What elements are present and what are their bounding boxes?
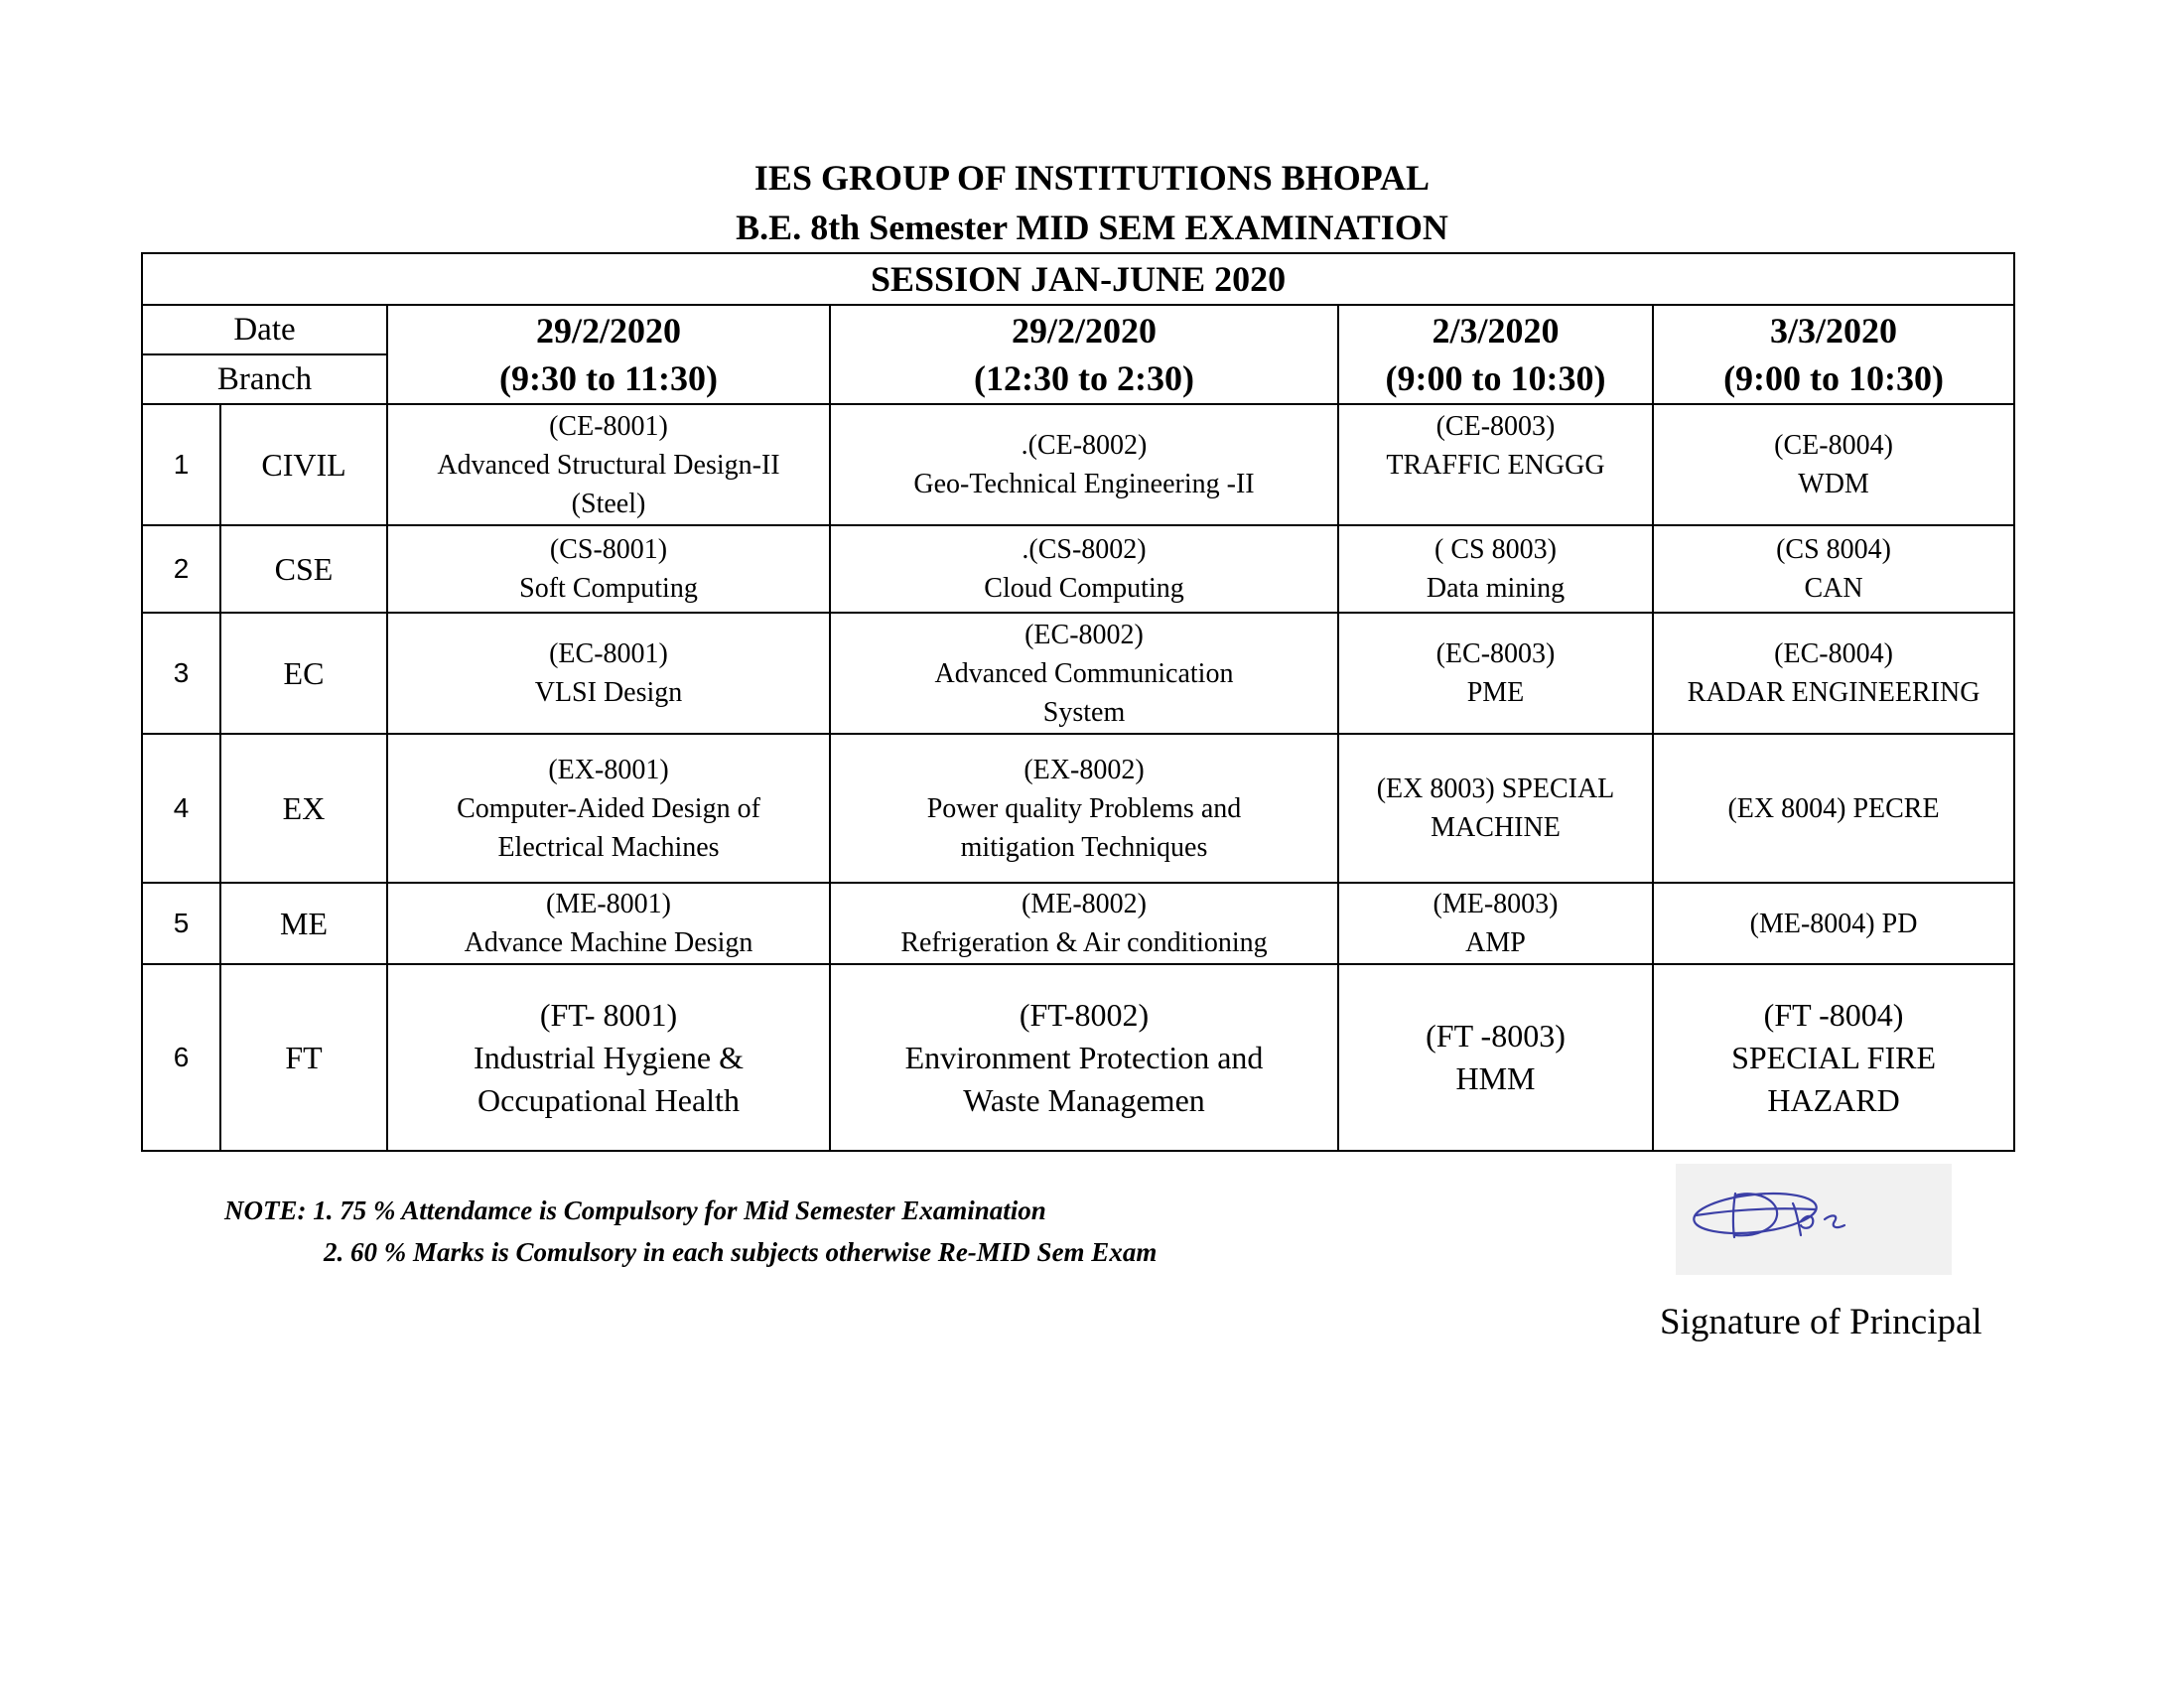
subject-cell <box>830 883 1338 964</box>
subject-cell <box>1653 613 2014 734</box>
column-header-1 <box>387 305 830 404</box>
subject-cell <box>1338 613 1653 734</box>
row-number: 1 <box>142 404 220 525</box>
subject-cell <box>387 404 830 525</box>
subject-cell <box>387 525 830 613</box>
subject-cell <box>1338 404 1653 525</box>
row-number: 3 <box>142 613 220 734</box>
subject-line: (CE-8001) <box>549 410 668 442</box>
subject-line: (FT -8004) <box>1763 996 1904 1033</box>
subject-line: (FT -8003) <box>1426 1018 1566 1054</box>
column-header-4 <box>1653 305 2014 404</box>
subject-line: Computer-Aided Design of <box>457 792 760 824</box>
subject-line: Environment Protection and <box>904 1039 1264 1075</box>
subject-line: (CS-8001) <box>549 534 668 565</box>
column-header-2 <box>830 305 1338 404</box>
table-row <box>142 734 2014 883</box>
subject-line: .(CE-8002) <box>1021 430 1148 461</box>
subject-line: CAN <box>1804 573 1863 604</box>
subject-line: Occupational Health <box>478 1081 740 1118</box>
table-row <box>142 964 2014 1151</box>
subject-line: System <box>1042 696 1126 728</box>
note-1: NOTE: 1. 75 % Attendamce is Compulsory for Mid Semester Examination <box>224 1196 1046 1225</box>
table-row <box>142 404 2014 525</box>
subject-line: Data mining <box>1426 573 1566 604</box>
subject-line: (CE-8003) <box>1435 410 1556 442</box>
subject-cell <box>387 964 830 1151</box>
subject-line: .(CS-8002) <box>1022 534 1147 565</box>
subject-line: (EC-8003) <box>1435 638 1556 669</box>
subject-line: Electrical Machines <box>497 831 720 863</box>
subject-cell <box>830 734 1338 883</box>
subject-line: (EC-8004) <box>1774 638 1893 669</box>
exam-date: 3/3/2020 <box>1770 311 1898 351</box>
subject-cell <box>387 613 830 734</box>
subject-line: (EX-8002) <box>1024 754 1145 785</box>
subject-line: Industrial Hygiene & <box>474 1039 744 1075</box>
subject-line: Advanced Structural Design-II <box>437 449 780 481</box>
table-row <box>142 525 2014 613</box>
subject-line: (EC-8001) <box>549 638 668 669</box>
row-number: 4 <box>142 734 220 883</box>
branch-name: EC <box>220 613 387 734</box>
branch-name: ME <box>220 883 387 964</box>
row-number: 6 <box>142 964 220 1151</box>
row-number: 2 <box>142 525 220 613</box>
subject-line: PME <box>1466 677 1525 708</box>
subject-line: HMM <box>1455 1060 1536 1096</box>
exam-time: (9:00 to 10:30) <box>1385 358 1606 398</box>
subject-line: (EX 8004) PECRE <box>1727 792 1940 824</box>
subject-cell <box>1653 525 2014 613</box>
exam-time: (9:30 to 11:30) <box>499 358 718 398</box>
subject-line: (ME-8003) <box>1433 889 1559 919</box>
subject-line: (ME-8004) PD <box>1749 908 1918 939</box>
subject-line: Soft Computing <box>519 573 698 604</box>
subject-cell <box>1338 525 1653 613</box>
subject-line: Geo-Technical Engineering -II <box>913 469 1255 499</box>
subject-line: (CS 8004) <box>1776 534 1891 565</box>
exam-date: 29/2/2020 <box>1011 311 1157 351</box>
subject-line: (ME-8001) <box>546 889 671 919</box>
table-row <box>142 883 2014 964</box>
subject-cell <box>1653 734 2014 883</box>
subject-cell <box>830 525 1338 613</box>
branch-name: EX <box>220 734 387 883</box>
subject-line: (FT-8002) <box>1019 996 1150 1033</box>
date-label: Date <box>142 305 387 354</box>
column-header-3 <box>1338 305 1653 404</box>
subject-line: (EX 8003) SPECIAL <box>1376 774 1615 804</box>
subject-cell <box>1338 734 1653 883</box>
session-header: SESSION JAN-JUNE 2020 <box>142 253 2014 305</box>
branch-name: FT <box>220 964 387 1151</box>
subject-line: Waste Managemen <box>963 1081 1205 1118</box>
subject-line: Power quality Problems and <box>926 792 1242 824</box>
subject-line: HAZARD <box>1767 1081 1900 1118</box>
subject-line: RADAR ENGINEERING <box>1687 677 1980 708</box>
signature-caption: Signature of Principal <box>1660 1302 1982 1342</box>
exam-time: (12:30 to 2:30) <box>974 358 1194 398</box>
branch-label: Branch <box>142 354 387 404</box>
exam-date: 2/3/2020 <box>1432 311 1560 351</box>
subject-cell <box>830 613 1338 734</box>
note-2: 2. 60 % Marks is Comulsory in each subjects otherwise Re-MID Sem Exam <box>324 1237 1158 1267</box>
exam-title: B.E. 8th Semester MID SEM EXAMINATION <box>736 208 1448 247</box>
subject-cell <box>830 404 1338 525</box>
subject-line: (ME-8002) <box>1022 889 1147 919</box>
subject-cell <box>1653 883 2014 964</box>
subject-line: (EC-8002) <box>1024 619 1144 650</box>
subject-cell <box>1653 964 2014 1151</box>
institute-title: IES GROUP OF INSTITUTIONS BHOPAL <box>753 158 1431 198</box>
subject-line: MACHINE <box>1431 812 1561 843</box>
subject-line: (EX-8001) <box>548 754 669 785</box>
subject-cell <box>1338 883 1653 964</box>
subject-line: (Steel) <box>571 488 646 519</box>
subject-line: ( CS 8003) <box>1434 534 1557 565</box>
subject-cell <box>387 883 830 964</box>
row-number: 5 <box>142 883 220 964</box>
subject-line: Refrigeration & Air conditioning <box>900 927 1268 958</box>
table-row <box>142 613 2014 734</box>
subject-line: Advance Machine Design <box>464 927 753 958</box>
subject-line: Advanced Communication <box>934 657 1234 689</box>
subject-line: VLSI Design <box>534 677 683 708</box>
subject-line: (CE-8004) <box>1774 430 1893 461</box>
subject-line: SPECIAL FIRE <box>1731 1039 1937 1075</box>
subject-line: Cloud Computing <box>984 573 1184 604</box>
subject-cell <box>387 734 830 883</box>
branch-name: CSE <box>220 525 387 613</box>
exam-schedule-table <box>141 252 2015 1152</box>
subject-cell <box>1653 404 2014 525</box>
exam-time: (9:00 to 10:30) <box>1723 358 1945 398</box>
exam-date: 29/2/2020 <box>535 311 681 351</box>
subject-line: WDM <box>1798 469 1869 499</box>
subject-line: (FT- 8001) <box>539 996 678 1033</box>
subject-line: mitigation Techniques <box>960 831 1208 863</box>
subject-cell <box>1338 964 1653 1151</box>
subject-line: TRAFFIC ENGGG <box>1386 449 1605 481</box>
subject-cell <box>830 964 1338 1151</box>
subject-line <box>1339 485 1652 523</box>
subject-line: AMP <box>1465 927 1526 958</box>
principal-signature <box>1676 1164 1952 1275</box>
branch-name: CIVIL <box>220 404 387 525</box>
